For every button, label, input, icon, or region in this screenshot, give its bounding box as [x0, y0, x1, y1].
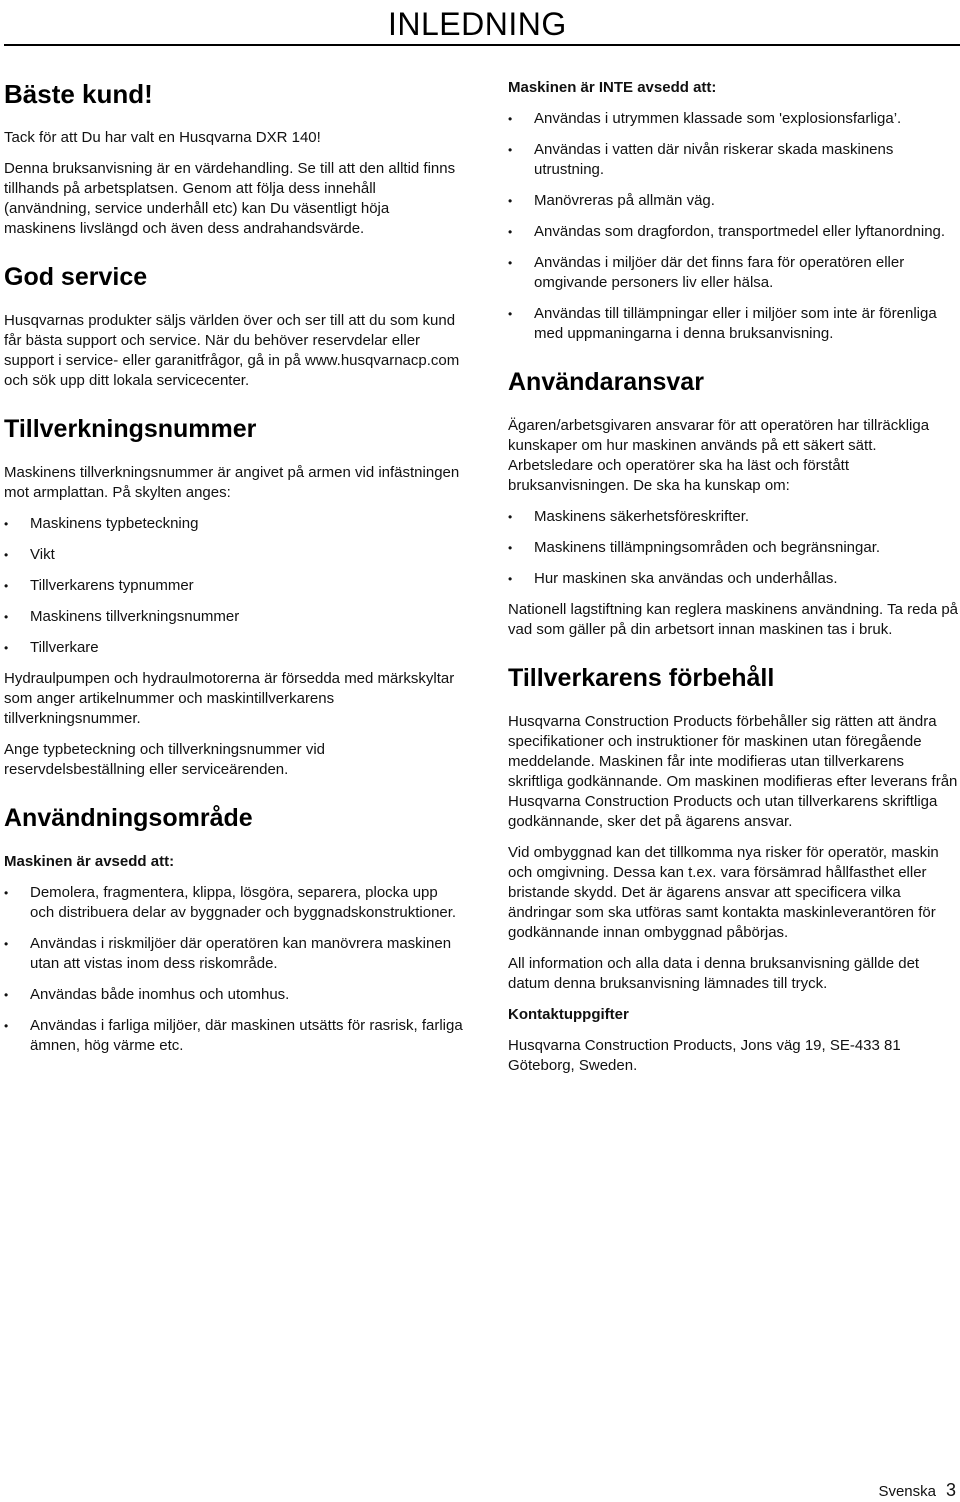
list-item: • Tillverkare	[4, 638, 464, 658]
list-item: • Hur maskinen ska användas och underhållas.	[508, 569, 958, 589]
usage-list	[4, 883, 464, 1056]
serial-paragraph-2: Hydraulpumpen och hydraulmotorerna är försedda med märkskyltar som anger artikelnummer och maskintillverkarens tillverkningsnummer.	[4, 670, 455, 727]
reservation-heading: Tillverkarens förbehåll	[508, 664, 775, 692]
usage-subheading: Maskinen är avsedd att:	[4, 853, 175, 870]
list-item: • Demolera, fragmentera, klippa, lösgöra, separera, plocka upp och distribuera delar av byggnader och byggnadskonstruktioner.	[4, 883, 464, 923]
page-number: 3	[945, 1480, 956, 1500]
list-item: • Användas i farliga miljöer, där maskinen utsätts för rasrisk, farliga ämnen, hög värme etc.	[4, 1016, 464, 1056]
list-item: • Manövreras på allmän väg.	[508, 191, 958, 211]
right-column	[508, 70, 958, 1087]
responsibility-paragraph: Ägaren/arbetsgivaren ansvarar för att operatören har tillräckliga kunskaper om hur maskinen används på ett säkert sätt. Arbetsledare och operatörer ska ha läst och förstått bruksanvisningen. De ska ha kunskap om:	[508, 417, 930, 494]
list-item: • Användas i miljöer där det finns fara för operatören eller omgivande personers liv eller hälsa.	[508, 253, 958, 293]
responsibility-list	[508, 507, 958, 589]
footer-language: Svenska	[878, 1483, 936, 1500]
contact-subheading: Kontaktuppgifter	[508, 1006, 629, 1023]
header-rule	[4, 44, 960, 46]
list-item: • Vikt	[4, 545, 464, 565]
contact-paragraph: Husqvarna Construction Products, Jons väg 19, SE-433 81 Göteborg, Sweden.	[508, 1037, 901, 1074]
reservation-paragraph-2: Vid ombyggnad kan det tillkomma nya risker för operatör, maskin och omgivning. Dessa kan t.ex. vara försämrad hållfasthet eller bristande skydd. Det är ägarens ansvar att specificera vilka ändringar som ska utföras samt kontakta maskinleverantören för godkännande innan ombyggnad påbörjas.	[508, 844, 939, 941]
list-item: • Maskinens tillverkningsnummer	[4, 607, 464, 627]
intro-paragraph-1: Tack för att Du har valt en Husqvarna DXR 140!	[4, 129, 321, 146]
serial-heading: Tillverkningsnummer	[4, 415, 257, 443]
list-item: • Användas till tillämpningar eller i miljöer som inte är förenliga med uppmaningarna i denna bruksanvisning.	[508, 304, 958, 344]
serial-paragraph: Maskinens tillverkningsnummer är angivet på armen vid infästningen mot armplattan. På skylten anges:	[4, 464, 460, 501]
list-item: • Tillverkarens typnummer	[4, 576, 464, 596]
responsibility-heading: Användaransvar	[508, 368, 704, 396]
list-item: • Användas som dragfordon, transportmedel eller lyftanordning.	[508, 222, 958, 242]
serial-list	[4, 514, 464, 658]
serial-paragraph-3: Ange typbeteckning och tillverkningsnummer vid reservdelsbeställning eller serviceärenden.	[4, 741, 325, 778]
left-column	[4, 70, 464, 1067]
intro-paragraph-2: Denna bruksanvisning är en värdehandling. Se till att den alltid finns tillhands på arbetsplatsen. Genom att följa dess innehåll (användning, service underhåll etc) kan Du väsentligt höja maskinens livslängd och även dess andrahandsvärde.	[4, 160, 456, 237]
page-header-title: INLEDNING	[388, 6, 567, 42]
not-intended-subheading: Maskinen är INTE avsedd att:	[508, 79, 717, 96]
usage-heading: Användningsområde	[4, 804, 253, 832]
reservation-paragraph-1: Husqvarna Construction Products förbehåller sig rätten att ändra specifikationer och instruktioner för maskinen utan föregående meddelande. Maskinen får inte modifieras utan tillverkarens skriftliga godkännande. Om maskinen modifieras efter leverans från Husqvarna Construction Products och utan tillverkarens skriftliga godkännande, sker det på ägarens ansvar.	[508, 713, 958, 830]
service-heading: God service	[4, 263, 148, 291]
reservation-paragraph-3: All information och alla data i denna bruksanvisning gällde det datum denna bruksanvisning lämnades till tryck.	[508, 955, 920, 992]
list-item: • Användas i riskmiljöer där operatören kan manövrera maskinen utan att vistas inom dess riskområde.	[4, 934, 464, 974]
not-intended-list	[508, 109, 958, 344]
list-item: • Maskinens säkerhetsföreskrifter.	[508, 507, 958, 527]
list-item: • Användas i vatten där nivån riskerar skada maskinens utrustning.	[508, 140, 958, 180]
service-paragraph: Husqvarnas produkter säljs världen över och ser till att du som kund får bästa support och service. När du behöver reservdelar eller support i service- eller garanitfrågor, gå in på www.husqvarnacp.com och sök upp ditt lokala servicecenter.	[4, 312, 460, 389]
list-item: • Användas i utrymmen klassade som 'explosionsfarliga’.	[508, 109, 958, 129]
intro-heading: Bäste kund!	[4, 79, 153, 109]
list-item: • Maskinens typbeteckning	[4, 514, 464, 534]
list-item: • Användas både inomhus och utomhus.	[4, 985, 464, 1005]
list-item: • Maskinens tillämpningsområden och begränsningar.	[508, 538, 958, 558]
responsibility-paragraph-2: Nationell lagstiftning kan reglera maskinens användning. Ta reda på vad som gäller på din arbetsort innan maskinen tas i bruk.	[508, 601, 959, 638]
